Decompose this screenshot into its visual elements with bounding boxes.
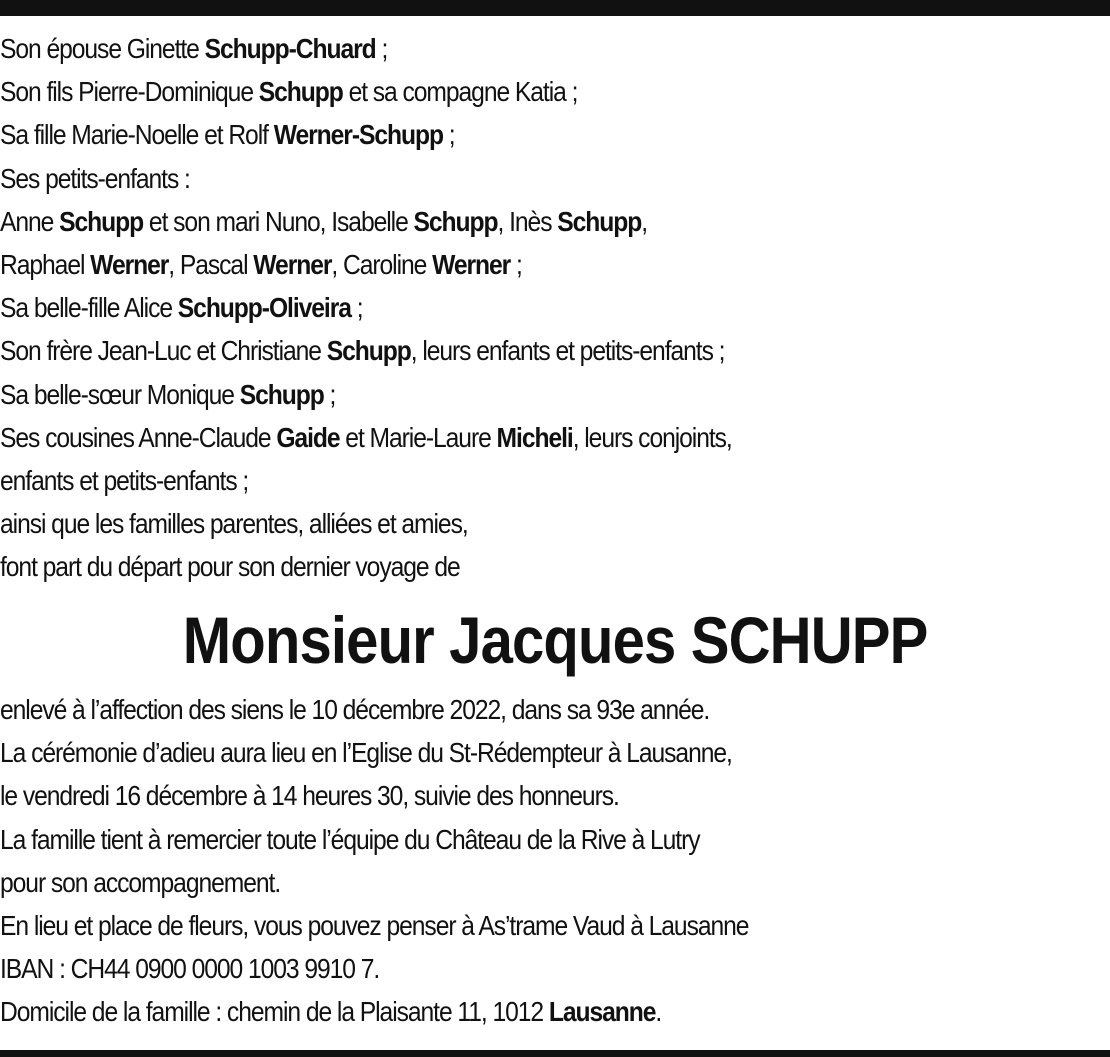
text-segment: enlevé à l’affection des siens le 10 décembre 2022, dans sa 93e année. [0, 694, 710, 725]
text-segment: , leurs conjoints, [572, 421, 732, 453]
text-segment: Sa belle-fille Alice [0, 292, 178, 324]
family-line [0, 502, 977, 545]
text-segment: ; [323, 378, 336, 410]
text-segment: ; [442, 119, 455, 151]
family-line [0, 286, 977, 329]
family-line [0, 200, 977, 243]
detail-line [0, 861, 977, 904]
family-line [0, 329, 977, 372]
text-segment: Ses petits-enfants : [0, 162, 190, 194]
text-segment: Domicile de la famille : chemin de la Plaisante 11, 1012 [0, 996, 549, 1028]
text-segment: et son mari Nuno, Isabelle [143, 205, 414, 237]
text-segment: Son frère Jean-Luc et Christiane [0, 335, 327, 367]
text-segment: La cérémonie d’adieu aura lieu en l’Eglise du St-Rédempteur à Lausanne, [0, 737, 732, 769]
surname-bold: Schupp-Chuard [204, 33, 376, 64]
family-line [0, 113, 977, 156]
surname-bold: Micheli [496, 421, 573, 453]
surname-bold: Werner [432, 249, 511, 281]
family-line [0, 27, 977, 70]
top-rule [0, 0, 1110, 16]
text-segment: ; [510, 249, 522, 281]
family-announcement [0, 27, 1110, 589]
family-line [0, 243, 977, 286]
text-segment: En lieu et place de fleurs, vous pouvez penser à As’trame Vaud à Lausanne [0, 910, 749, 942]
family-line [0, 416, 977, 459]
detail-line [0, 688, 977, 731]
surname-bold: Schupp [413, 205, 498, 237]
text-segment: , Caroline [331, 249, 433, 281]
surname-bold: Werner-Schupp [273, 119, 443, 151]
text-segment: et sa compagne Katia ; [342, 76, 578, 108]
detail-line [0, 731, 977, 774]
surname-bold: Schupp [557, 205, 642, 237]
detail-line [0, 774, 977, 817]
family-line [0, 545, 977, 588]
text-segment: Son épouse Ginette [0, 33, 205, 64]
surname-bold: Schupp-Oliveira [177, 292, 351, 324]
deceased-name: Monsieur Jacques SCHUPP [182, 603, 928, 677]
text-segment: ainsi que les familles parentes, alliées et amies, [0, 508, 468, 540]
text-segment: font part du départ pour son dernier voyage de [0, 551, 460, 583]
text-segment: , Inès [497, 205, 558, 237]
detail-line [0, 904, 977, 947]
detail-line [0, 947, 977, 990]
surname-bold: Schupp [258, 76, 343, 108]
surname-bold: Werner [90, 249, 169, 281]
text-segment: enfants et petits-enfants ; [0, 465, 249, 497]
text-segment: ; [350, 292, 363, 324]
text-segment: le vendredi 16 décembre à 14 heures 30, suivie des honneurs. [0, 780, 619, 812]
text-segment: Anne [0, 205, 60, 237]
family-line [0, 373, 977, 416]
ceremony-details [0, 688, 1110, 1034]
text-segment: , leurs enfants et petits-enfants ; [410, 335, 725, 367]
text-segment: Son fils Pierre-Dominique [0, 76, 259, 108]
surname-bold: Schupp [239, 378, 324, 410]
family-line [0, 70, 977, 113]
surname-bold: Gaide [276, 421, 340, 453]
text-segment: . [655, 996, 662, 1028]
detail-line [0, 818, 977, 861]
surname-bold: Schupp [326, 335, 411, 367]
text-segment: Raphael [0, 249, 91, 281]
family-line [0, 459, 977, 502]
text-segment: , Pascal [168, 249, 254, 281]
family-line [0, 157, 977, 200]
text-segment: Sa belle-sœur Monique [0, 378, 240, 410]
text-segment: et Marie-Laure [339, 421, 497, 453]
text-segment: pour son accompagnement. [0, 866, 281, 898]
bottom-rule [0, 1050, 1110, 1057]
surname-bold: Lausanne [548, 996, 656, 1028]
detail-line [0, 990, 977, 1033]
text-segment: IBAN : CH44 0900 0000 1003 9910 7. [0, 953, 380, 985]
text-segment: ; [375, 33, 388, 64]
surname-bold: Werner [253, 249, 332, 281]
text-segment: Sa fille Marie-Noelle et Rolf [0, 119, 274, 151]
text-segment: , [641, 205, 648, 237]
surname-bold: Schupp [59, 205, 144, 237]
text-segment: La famille tient à remercier toute l’équipe du Château de la Rive à Lutry [0, 823, 700, 855]
deceased-name-block [0, 602, 1110, 678]
text-segment: Ses cousines Anne-Claude [0, 421, 277, 453]
